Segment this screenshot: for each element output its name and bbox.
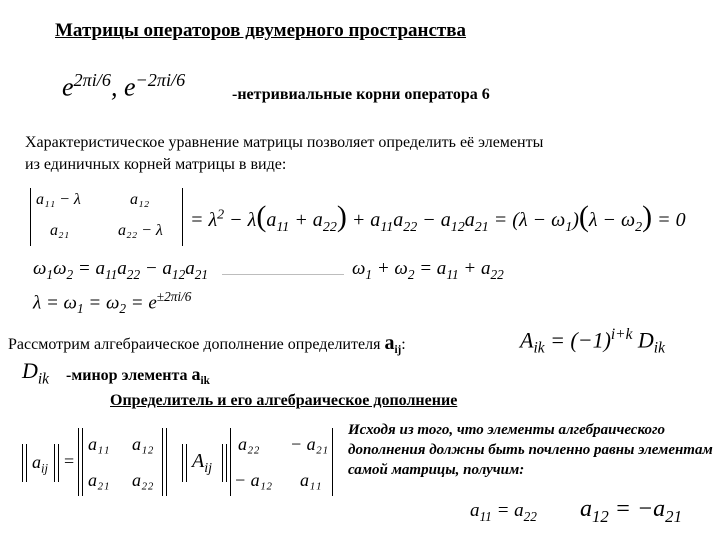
Aij-right-bar: [222, 444, 227, 482]
paragraph-line-1: Характеристическое уравнение матрицы позволяет определить её элементы: [25, 134, 544, 151]
minor-aik-sub: ik: [200, 375, 210, 388]
cofactor-aij-sub: ij: [394, 344, 402, 357]
Aij-left-bar: [182, 444, 187, 482]
matrix1-right-bar: [162, 428, 167, 496]
matrix-a22-lambda: a₂₂ − λ: [118, 222, 163, 239]
m-a12: a₁₂: [132, 434, 154, 454]
minor-text: -минор элемента: [66, 367, 192, 384]
matrix-a11-lambda: a₁₁ − λ: [36, 191, 81, 208]
aij-left-bar: [22, 444, 27, 482]
c-a22: a₂₂: [238, 434, 260, 454]
equation-sum: $\omega_1 + \omega_2 = a_{11} + a_{22}$: [352, 258, 504, 282]
det-right-bar: [182, 188, 183, 246]
separator-line: [222, 274, 344, 275]
page-title: Матрицы операторов двумерного пространства: [55, 20, 467, 41]
cofactor-aij: a: [384, 332, 395, 354]
matrix2-left-bar: [230, 428, 231, 496]
paragraph-line-2: из единичных корней матрицы в виде:: [25, 156, 287, 173]
conclusion-text: Исходя из того, что элементы алгебраического дополнения должны быть почленно равны элементам самой матрицы, получим:: [348, 422, 713, 478]
matrix1-left-bar: [78, 428, 83, 496]
roots-expression: $e^{2\pi i/6}$, $e^{-2\pi i/6}$: [62, 70, 186, 102]
matrix-a12: a₁₂: [130, 191, 150, 208]
det-left-bar: [30, 188, 31, 246]
section-subtitle: Определитель и его алгебраическое дополнение: [110, 392, 458, 409]
m-a21: a₂₁: [88, 470, 110, 490]
cofactor-colon: :: [401, 336, 406, 353]
conclusion-eq1: $a_{11} = a_{22}$: [470, 500, 537, 524]
m-a22: a₂₂: [132, 470, 154, 490]
minor-aik: a: [191, 364, 201, 384]
c-a11: a₁₁: [300, 470, 322, 490]
cofactor-text: Рассмотрим алгебраическое дополнение определителя: [8, 336, 385, 353]
det-equals: =: [64, 451, 75, 471]
cofactor-sentence: [8, 332, 406, 356]
aij-right-bar: [54, 444, 59, 482]
matrix2-right-bar: [332, 428, 333, 496]
det-Aij: $A_{ij}$: [192, 450, 212, 476]
roots-note: -нетривиальные корни оператора 6: [232, 86, 490, 103]
det-aij: $a_{ij}$: [32, 452, 48, 476]
conclusion-eq2: $a_{12} = -a_{21}$: [580, 496, 682, 526]
m-a11: a₁₁: [88, 434, 110, 454]
matrix-a21: a₂₁: [50, 222, 70, 239]
minor-sentence: [66, 364, 210, 387]
minor-symbol: $D_{ik}$: [22, 358, 49, 388]
c-minus-a12: − a₁₂: [234, 470, 273, 490]
cofactor-formula: $A_{ik} = (-1)^{i+k}$ $D_{ik}$: [520, 326, 665, 357]
c-minus-a21: − a₂₁: [290, 434, 329, 454]
equation-lambda: $\lambda = \omega_1 = \omega_2 = e^{\pm 2\pi i/6}$: [33, 289, 192, 317]
equation-product: $\omega_1\omega_2 = a_{11}a_{22} - a_{12}a_{21}$: [33, 258, 209, 282]
characteristic-equation: = $\lambda^2 - \lambda(a_{11} + a_{22}) + a_{11}a_{22} - a_{12}a_{21} = (\lambda - \omega_1)(\lambda - \omega_2) = 0$: [190, 200, 686, 235]
